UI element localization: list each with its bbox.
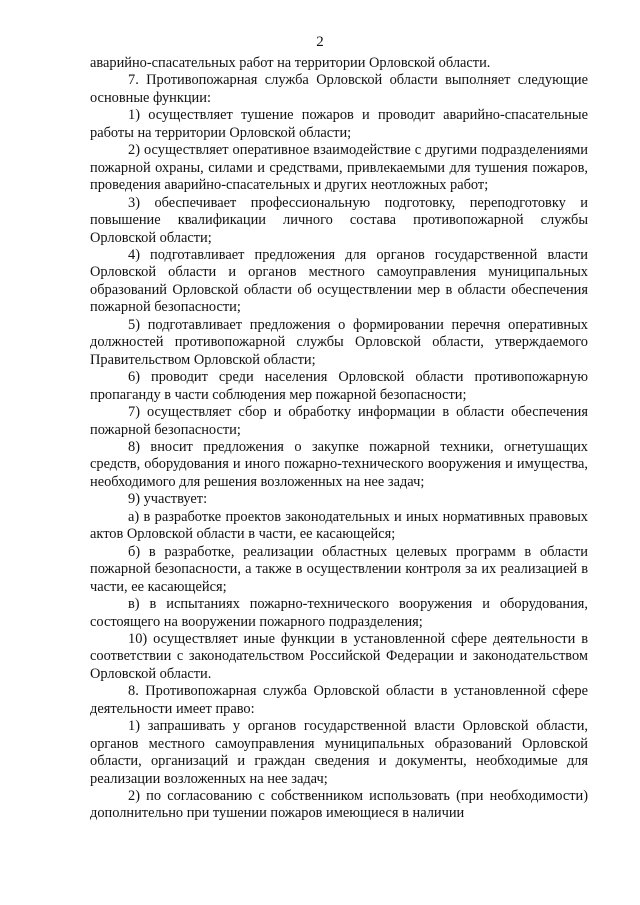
paragraph-function-5: 5) подготавливает предложения о формировании перечня оперативных должностей противопожарной службы Орловской области, утверждаемого Правительством Орловской области; [90,316,588,368]
paragraph-item-8-heading: 8. Противопожарная служба Орловской области в установленной сфере деятельности имеет право: [90,683,588,717]
paragraph-subitem-a: а) в разработке проектов законодательных и иных нормативных правовых актов Орловской области в части, ее касающейся; [90,508,588,543]
paragraph-continuation: аварийно-спасательных работ на территории Орловской области. [90,55,491,71]
paragraph-item-7-heading: 7. Противопожарная служба Орловской области выполняет следующие основные функции: [90,72,588,106]
paragraph-subitem-v: в) в испытаниях пожарно-технического вооружения и оборудования, состоящего на вооружении пожарного подразделения; [90,596,588,630]
paragraph-function-1: 1) осуществляет тушение пожаров и проводит аварийно-спасательные работы на территории Орловской области; [90,107,588,141]
paragraph-function-8: 8) вносит предложения о закупке пожарной техники, огнетушащих средств, оборудования и иного пожарно-технического вооружения и имущества, необходимого для решения возложенных на нее задач; [90,438,588,490]
paragraph-right-1: 1) запрашивать у органов государственной власти Орловской области, органов местного самоуправления муниципальных образований Орловской области, организаций и граждан сведения и документы, необходимые для реализации возложенных на нее задач; [90,718,588,787]
paragraph-function-6: 6) проводит среди населения Орловской области противопожарную пропаганду в части соблюдения мер пожарной безопасности; [90,369,588,403]
paragraph-subitem-b: б) в разработке, реализации областных целевых программ в области пожарной безопасности, а также в осуществлении контроля за их реализацией в части, ее касающейся; [90,543,588,595]
paragraph-function-7: 7) осуществляет сбор и обработку информации в области обеспечения пожарной безопасности; [90,404,588,438]
document-body [90,55,588,823]
paragraph-function-10: 10) осуществляет иные функции в установленной сфере деятельности в соответствии с законодательством Российской Федерации и законодательством Орловской области. [90,630,588,682]
paragraph-function-3: 3) обеспечивает профессиональную подготовку, переподготовку и повышение квалификации личного состава противопожарной службы Орловской области; [90,194,588,246]
paragraph-right-2: 2) по согласованию с собственником использовать (при необходимости) дополнительно при тушении пожаров имеющиеся в наличии [90,788,588,822]
paragraph-function-2: 2) осуществляет оперативное взаимодействие с другими подразделениями пожарной охраны, силами и средствами, привлекаемыми для тушения пожаров, проведения аварийно-спасательных и других неотложных работ; [90,142,588,194]
paragraph-function-9: 9) участвует: [128,491,208,508]
page-number: 2 [316,34,324,50]
paragraph-function-4: 4) подготавливает предложения для органов государственной власти Орловской области и органов местного самоуправления муниципальных образований Орловской области об осуществлении мер в области обеспечения пожарной безопасности; [90,246,588,316]
